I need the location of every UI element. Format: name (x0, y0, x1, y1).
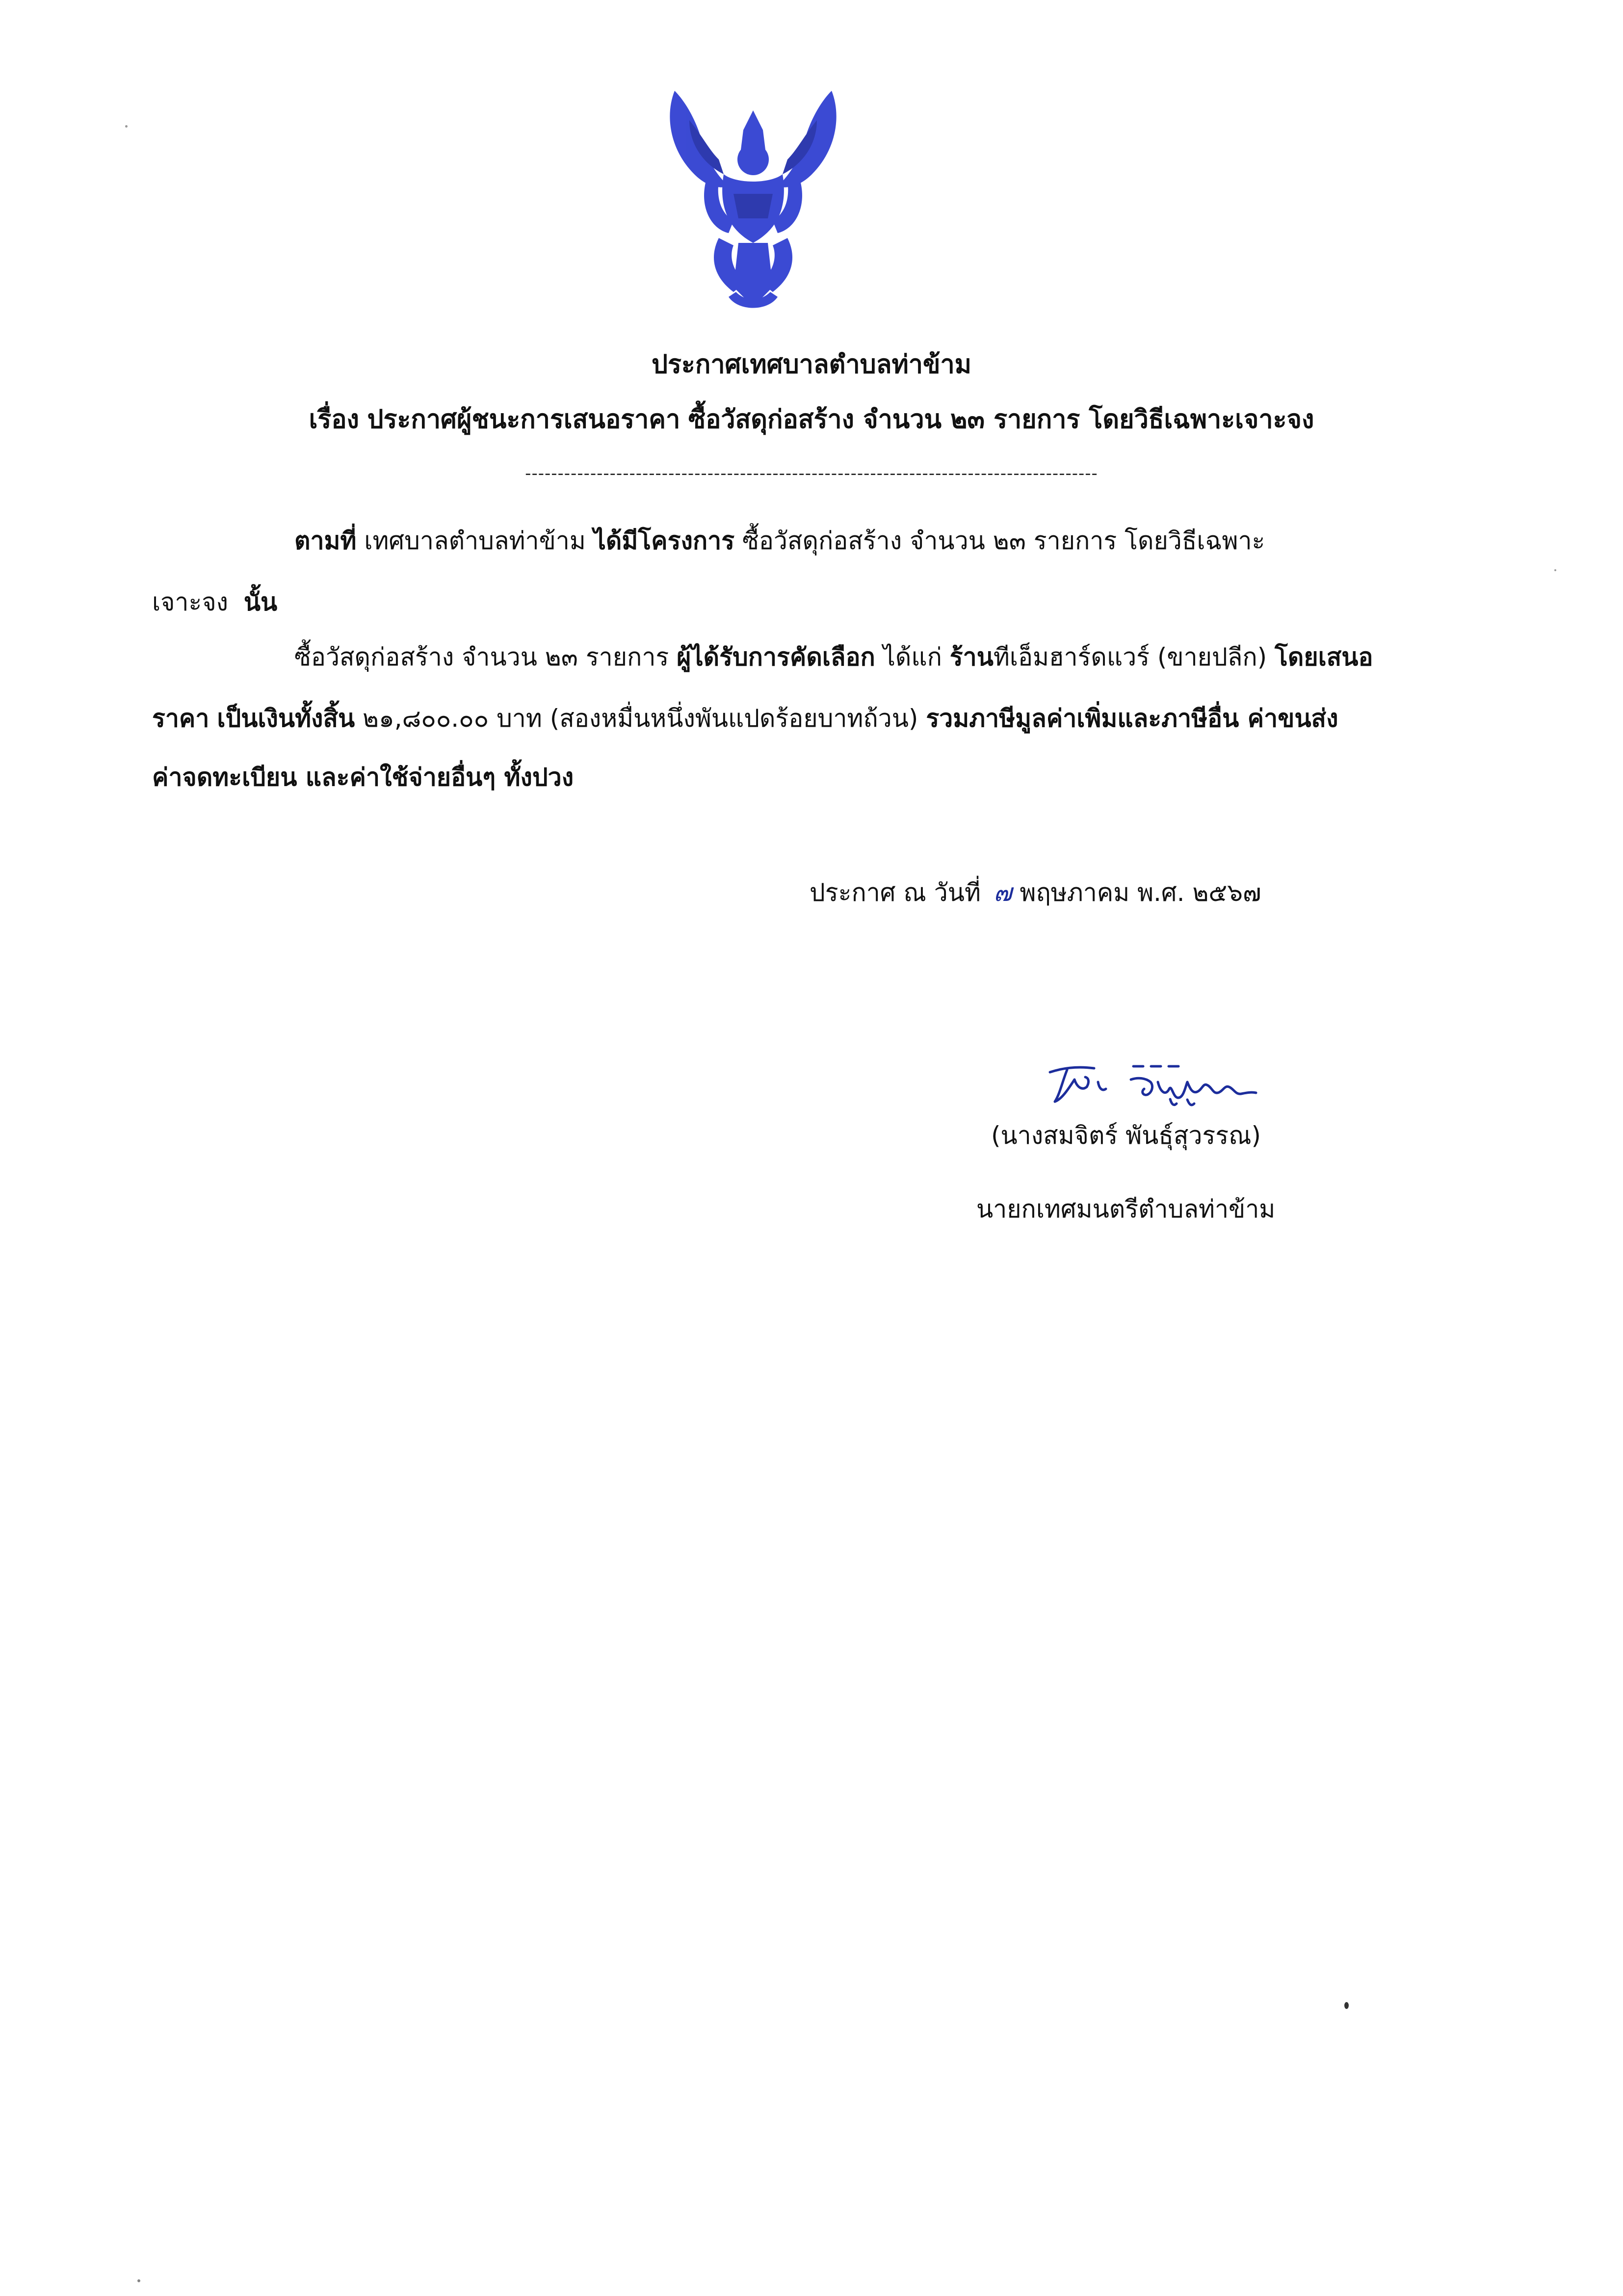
subject-label: เรื่อง (309, 405, 359, 434)
p2-amount: ๒๑,๘๐๐.๐๐ บาท (สองหมื่นหนึ่งพันแปดร้อยบาทถ้วน) (363, 704, 918, 733)
p1-lead: ตามที่ (294, 527, 357, 555)
scan-speck (1554, 569, 1556, 571)
paragraph1-line1 (294, 522, 1265, 560)
p1-mid: ได้มีโครงการ (593, 527, 735, 555)
garuda-emblem-icon (660, 81, 846, 321)
date-month-year: พฤษภาคม พ.ศ. ๒๕๖๗ (1020, 878, 1261, 907)
p1-cont: เจาะจง (152, 588, 229, 616)
paragraph2-line1 (294, 638, 1373, 677)
p1-end: นั้น (243, 588, 278, 616)
subject-rest: ซื้อวัสดุก่อสร้าง จำนวน ๒๓ รายการ โดยวิธีเฉพาะเจาะจง (688, 405, 1314, 434)
p1-project: ซื้อวัสดุก่อสร้าง จำนวน ๒๓ รายการ โดยวิธีเฉพาะ (742, 527, 1265, 555)
signer-name: (นางสมจิตร์ พันธุ์สุวรรณ) (991, 1121, 1261, 1150)
date-prefix: ประกาศ ณ วันที่ (810, 878, 981, 907)
p2-selected: ผู้ได้รับการคัดเลือก (677, 643, 875, 671)
handwritten-signature (1040, 1053, 1276, 1111)
p2-tax: รวมภาษีมูลค่าเพิ่มและภาษีอื่น ค่าขนส่ง (926, 704, 1338, 733)
seal-graphic (660, 81, 846, 321)
p2-offer: โดยเสนอ (1275, 643, 1373, 671)
p2-shop-name: ทีเอ็มฮาร์ดแวร์ (ขายปลีก) (993, 643, 1267, 671)
p2-price: ราคา (152, 704, 209, 733)
scan-speck (125, 125, 128, 128)
p2-total-label: เป็นเงินทั้งสิ้น (217, 704, 355, 733)
signature-graphic (1040, 1053, 1276, 1111)
scan-speck (137, 2279, 140, 2282)
subject-heading: ประกาศผู้ชนะการเสนอราคา (367, 405, 681, 434)
announcement-subject (0, 398, 1623, 439)
announcement-title: ประกาศเทศบาลตำบลท่าข้าม (651, 350, 972, 379)
announce-date (810, 873, 1261, 912)
p2-got: ได้แก่ (883, 643, 942, 671)
separator-line: ---------------------------------------------------------------------------------------- (525, 464, 1098, 483)
p2-fees: ค่าจดทะเบียน และค่าใช้จ่ายอื่นๆ ทั้งปวง (152, 763, 574, 792)
date-day: ๗ (993, 878, 1012, 907)
paragraph2-line3 (152, 758, 574, 797)
scan-speck (1344, 2002, 1349, 2009)
paragraph1-line2 (152, 583, 277, 622)
p2-item: ซื้อวัสดุก่อสร้าง จำนวน ๒๓ รายการ (294, 643, 669, 671)
p1-agency: เทศบาลตำบลท่าข้าม (364, 527, 586, 555)
paragraph2-line2 (152, 699, 1338, 738)
p2-shop-label: ร้าน (949, 643, 994, 671)
signer-position: นายกเทศมนตรีตำบลท่าข้าม (976, 1195, 1276, 1223)
